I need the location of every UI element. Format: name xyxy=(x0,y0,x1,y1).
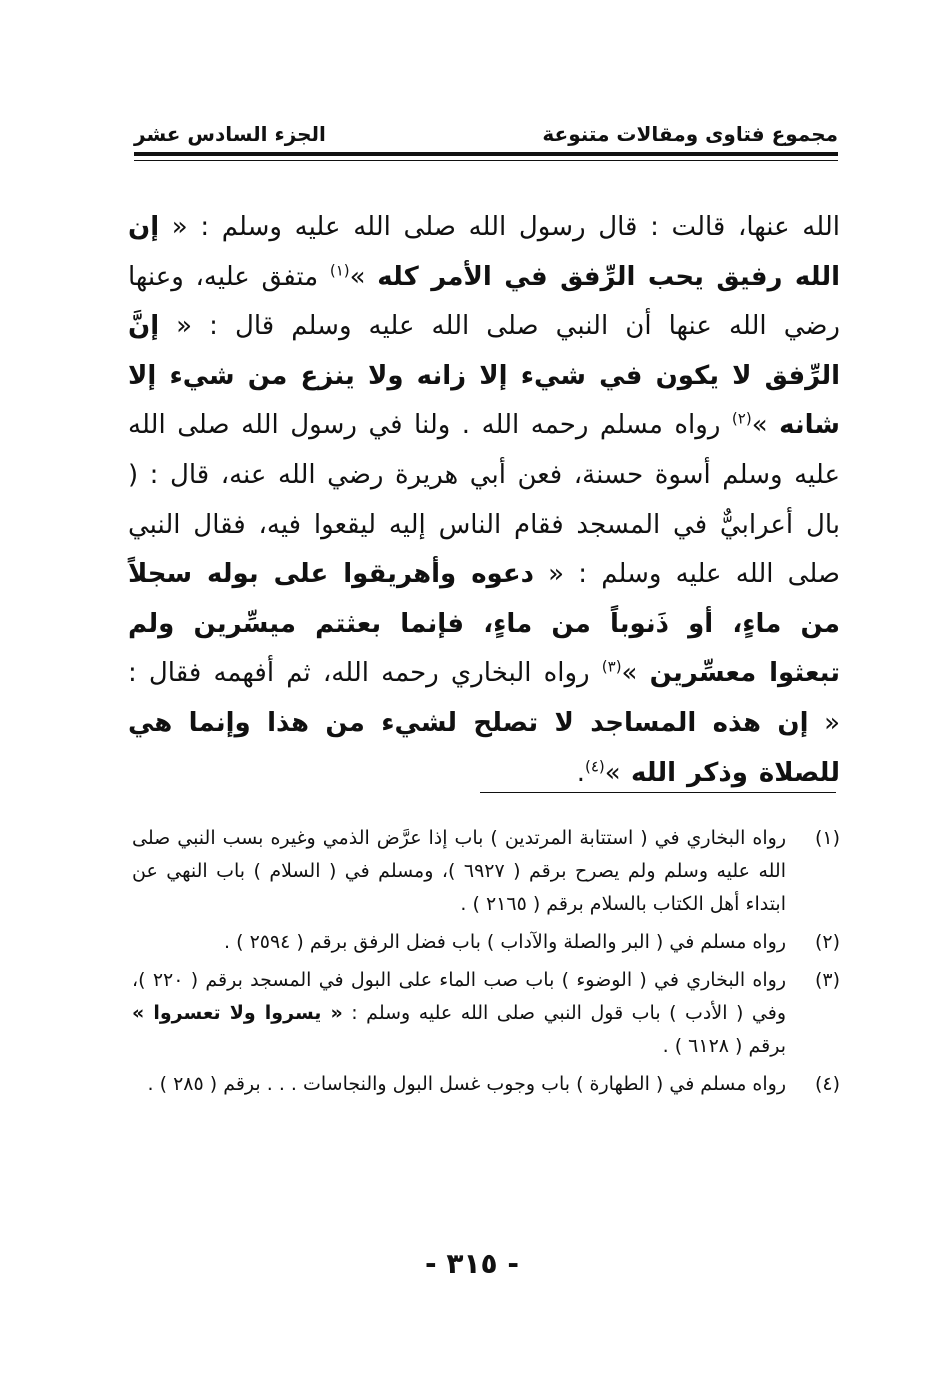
footnote-4 xyxy=(132,1068,840,1101)
footnote-ref-4: (٤) xyxy=(584,756,605,775)
footnote-1 xyxy=(132,822,840,921)
footnote-number: (٤) xyxy=(814,1073,840,1095)
footnote-3 xyxy=(132,964,840,1063)
header-rule-thin xyxy=(134,160,838,161)
footnote-text: رواه مسلم في ( الطهارة ) باب وجوب غسل البول والنجاسات . . . برقم ( ٢٨٥ ) . xyxy=(147,1073,786,1095)
quote-close: » xyxy=(751,410,768,441)
footnotes xyxy=(132,822,840,1106)
page-number: - ٣١٥ - xyxy=(424,1247,520,1280)
hadith-quote-2: إنَّ الرِّفق لا يكون في شيء إلا زانه ولا ينزع من شيء إلا شانه xyxy=(128,311,840,441)
footnote-number: (٢) xyxy=(814,931,840,953)
text-segment: . xyxy=(576,757,585,788)
body-text xyxy=(128,203,840,798)
footnote-separator xyxy=(480,792,836,793)
footnote-text-part: رواه البخاري في ( الوضوء ) باب صب الماء على البول في المسجد برقم ( ٢٢٠ )، وفي ( الأدب ) باب قول النبي صلى الله عليه وسلم : xyxy=(132,969,786,1024)
quote-close: » xyxy=(621,658,638,689)
footnote-text: رواه البخاري في ( استتابة المرتدين ) باب إذا عرَّض الذمي وغيره بسب النبي صلى الله عليه وسلم ولم يصرح برقم ( ٦٩٢٧ )، ومسلم في ( السلام ) باب النهي عن ابتداء أهل الكتاب بالسلام برقم ( ٢١٦٥ ) . xyxy=(132,827,786,915)
hadith-quote-3: دعوه وأهريقوا على بوله سجلاً من ماءٍ، أو ذَنوباً من ماءٍ، فإنما بعثتم ميسِّرين ولم تبعثوا معسِّرين xyxy=(128,559,841,689)
header-volume: الجزء السادس عشر xyxy=(134,122,326,146)
footnote-2 xyxy=(132,926,840,959)
footnote-ref-3: (٣) xyxy=(601,657,622,676)
text-segment: رواه مسلم رحمه الله . ولنا في رسول الله صلى الله عليه وسلم أسوة حسنة، فعن أبي هريرة رضي الله عنه، قال : ( بال أعرابيٌّ في المسجد فقام الناس إليه ليقعوا فيه، فقال النبي صلى الله عليه وسلم : « xyxy=(128,410,841,590)
body-paragraph xyxy=(128,203,840,798)
text-segment: رواه البخاري رحمه الله، ثم أفهمه فقال : « xyxy=(128,658,840,738)
quote-close: » xyxy=(349,261,366,292)
header-rule-thick xyxy=(134,152,838,156)
footnote-number: (١) xyxy=(814,827,840,849)
footnote-ref-1: (١) xyxy=(329,260,350,279)
header-book-title: مجموع فتاوى ومقالات متنوعة xyxy=(542,122,838,146)
text-segment: متفق عليه، وعنها رضي الله عنها أن النبي صلى الله عليه وسلم قال : « xyxy=(128,261,840,342)
footnote-text-part: برقم ( ٦١٢٨ ) . xyxy=(662,1035,786,1057)
hadith-quote-4: إن هذه المساجد لا تصلح لشيء من هذا وإنما هي للصلاة وذكر الله xyxy=(128,707,840,788)
footnote-number: (٣) xyxy=(814,969,840,991)
running-header xyxy=(134,112,838,146)
footnote-text: رواه مسلم في ( البر والصلة والآداب ) باب فضل الرفق برقم ( ٢٥٩٤ ) . xyxy=(224,931,786,953)
text-segment: الله عنها، قالت : قال رسول الله صلى الله عليه وسلم : « xyxy=(171,212,840,242)
hadith-quote-1: إن الله رفيق يحب الرِّفق في الأمر كله xyxy=(128,212,840,292)
footnote-ref-2: (٢) xyxy=(731,409,752,428)
footnote-text xyxy=(132,964,786,1063)
footnote-quote: « يسروا ولا تعسروا » xyxy=(132,1002,343,1024)
quote-close: » xyxy=(604,757,621,788)
